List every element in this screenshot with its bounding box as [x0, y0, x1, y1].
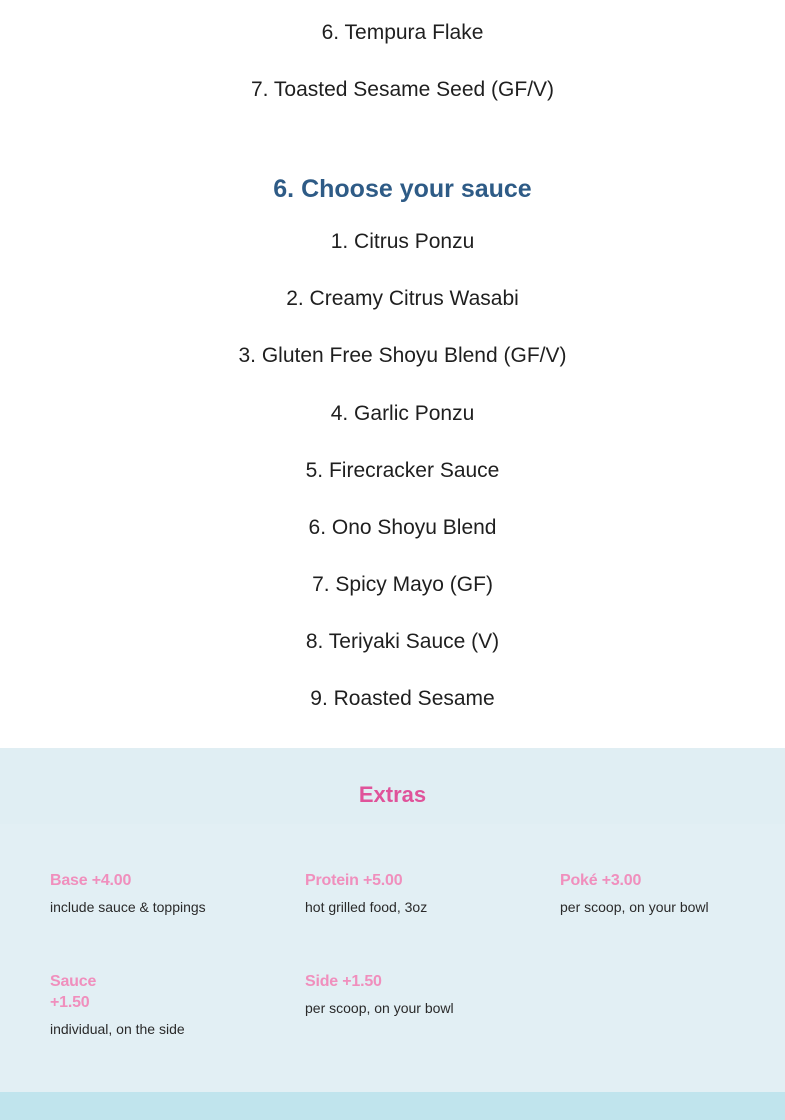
- extra-item-description: include sauce & toppings: [50, 899, 206, 915]
- extra-item-title-line2: +1.50: [50, 994, 90, 1011]
- extra-item-side: [305, 971, 505, 1017]
- extras-section: [0, 748, 785, 1092]
- extra-item-description: individual, on the side: [50, 1021, 185, 1037]
- sauce-item-firecracker-sauce: 5. Firecracker Sauce: [305, 459, 500, 482]
- extra-item-title-line1: Sauce: [50, 973, 97, 990]
- extra-item-title: Poké +3.00: [560, 872, 642, 889]
- extra-item-protein: [305, 870, 505, 916]
- extra-item-poke: [560, 870, 760, 916]
- extra-item-description: per scoop, on your bowl: [560, 899, 709, 915]
- extra-item-base: [50, 870, 250, 916]
- topping-item-toasted-sesame-seed: 7. Toasted Sesame Seed (GF/V): [250, 78, 555, 101]
- sauce-section-heading: 6. Choose your sauce: [273, 175, 532, 203]
- extra-item-description: per scoop, on your bowl: [305, 1000, 454, 1016]
- sauce-item-citrus-ponzu: 1. Citrus Ponzu: [330, 230, 475, 253]
- sauce-item-creamy-citrus-wasabi: 2. Creamy Citrus Wasabi: [286, 287, 519, 310]
- extra-item-sauce: [50, 971, 250, 1038]
- extra-item-description: hot grilled food, 3oz: [305, 899, 428, 915]
- extras-title: Extras: [358, 782, 427, 807]
- extra-item-title: Side +1.50: [305, 973, 382, 990]
- bottom-band: [0, 1092, 785, 1120]
- sauce-item-ono-shoyu-blend: 6. Ono Shoyu Blend: [308, 516, 497, 539]
- extra-item-title: Protein +5.00: [305, 872, 403, 889]
- sauce-item-spicy-mayo: 7. Spicy Mayo (GF): [312, 573, 493, 596]
- sauce-item-roasted-sesame: 9. Roasted Sesame: [310, 687, 495, 710]
- sauce-item-garlic-ponzu: 4. Garlic Ponzu: [330, 402, 475, 425]
- sauce-item-teriyaki-sauce: 8. Teriyaki Sauce (V): [305, 630, 500, 653]
- extra-item-title: Base +4.00: [50, 872, 132, 889]
- sauce-item-gluten-free-shoyu-blend: 3. Gluten Free Shoyu Blend (GF/V): [238, 344, 567, 367]
- topping-item-tempura-flake: 6. Tempura Flake: [321, 21, 484, 44]
